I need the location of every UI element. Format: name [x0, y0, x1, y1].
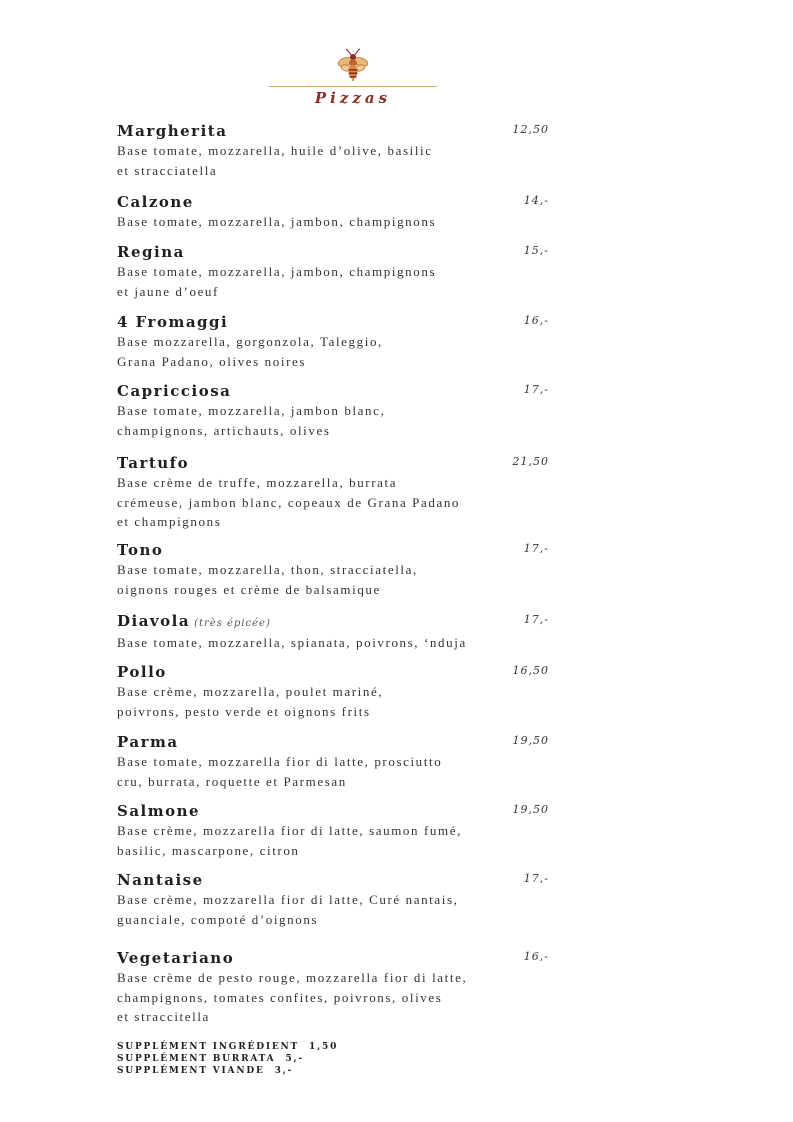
- pizza-description-line: et jaune d’oeuf: [117, 283, 219, 299]
- pizza-description-line: Base tomate, mozzarella, thon, stracciatella,: [117, 562, 418, 577]
- menu-item: [117, 122, 549, 180]
- section-title: Pizzas: [314, 89, 392, 107]
- supplements-list: [117, 1041, 338, 1077]
- pizza-name: [117, 382, 549, 401]
- pizza-description-line: Base tomate, mozzarella fior di latte, prosciutto: [117, 754, 443, 769]
- pizza-description-line: Base crème, mozzarella fior di latte, saumon fumé,: [117, 823, 462, 838]
- supplement-label: SUPPLÉMENT VIANDE: [117, 1066, 265, 1076]
- pizza-description-line: guanciale, compoté d’oignons: [117, 911, 319, 927]
- pizza-price: 19,50: [512, 734, 549, 747]
- pizza-price: 12,50: [512, 123, 549, 136]
- pizza-name: [117, 663, 549, 682]
- pizza-name: [117, 733, 549, 752]
- menu-item: [117, 663, 549, 721]
- supplement-row: [117, 1065, 338, 1077]
- pizza-description-line: poivrons, pesto verde et oignons frits: [117, 703, 371, 719]
- pizza-description-line: et stracciatella: [117, 162, 218, 178]
- menu-item: [117, 541, 549, 599]
- pizza-description-line: Grana Padano, olives noires: [117, 353, 307, 369]
- pizza-description-line: oignons rouges et crème de balsamique: [117, 581, 381, 597]
- pizza-name-text: Nantaise: [117, 871, 204, 889]
- pizza-price: 14,-: [523, 194, 549, 207]
- menu-item: [117, 382, 549, 440]
- pizza-name-text: Pollo: [117, 663, 167, 681]
- pizza-description-line: Base mozzarella, gorgonzola, Taleggio,: [117, 334, 383, 349]
- pizza-description-line: Base tomate, mozzarella, huile d’olive, basilic: [117, 143, 433, 158]
- pizza-description-line: Base tomate, mozzarella, spianata, poivrons, ‘nduja: [117, 635, 467, 650]
- supplement-row: [117, 1041, 338, 1053]
- pizza-price: 17,-: [523, 872, 549, 885]
- pizza-description-line: basilic, mascarpone, citron: [117, 842, 300, 858]
- menu-item: [117, 733, 549, 791]
- pizza-name-text: 4 Fromaggi: [117, 313, 229, 331]
- pizza-name-text: Salmone: [117, 802, 201, 820]
- pizza-description-line: cru, burrata, roquette et Parmesan: [117, 773, 347, 789]
- pizza-name-text: Vegetariano: [117, 949, 235, 967]
- pizza-name: [117, 243, 549, 262]
- menu-item: [117, 193, 549, 232]
- pizza-price: 15,-: [523, 244, 549, 257]
- pizza-description-line: et straccitella: [117, 1009, 210, 1024]
- pizza-name: [117, 313, 549, 332]
- bee-logo-icon: [337, 47, 369, 83]
- pizza-price: 19,50: [512, 803, 549, 816]
- pizza-description-line: Base tomate, mozzarella, jambon, champignons: [117, 264, 437, 279]
- menu-item: [117, 313, 549, 371]
- menu-item: [117, 612, 549, 653]
- pizza-price: 21,50: [512, 455, 549, 468]
- pizza-name: [117, 949, 549, 968]
- pizza-name: [117, 541, 549, 560]
- pizza-name-text: Margherita: [117, 122, 228, 140]
- pizza-description-line: et champignons: [117, 514, 222, 529]
- pizza-price: 16,-: [523, 314, 549, 327]
- pizza-description-line: champignons, artichauts, olives: [117, 422, 331, 438]
- pizza-description-line: Base tomate, mozzarella, jambon blanc,: [117, 403, 386, 418]
- pizza-name: [117, 871, 549, 890]
- supplement-price: 5,-: [285, 1054, 304, 1064]
- pizza-name-text: Parma: [117, 733, 179, 751]
- pizza-name-text: Tartufo: [117, 454, 190, 472]
- menu-item: [117, 949, 549, 1027]
- pizza-description-line: crémeuse, jambon blanc, copeaux de Grana Padano: [117, 494, 461, 510]
- header-divider: [269, 86, 437, 87]
- pizza-price: 17,-: [523, 383, 549, 396]
- pizza-name-text: Diavola: [117, 612, 191, 630]
- pizza-name-text: Capricciosa: [117, 382, 232, 400]
- supplement-label: SUPPLÉMENT INGRÉDIENT: [117, 1042, 300, 1052]
- pizza-description-line: Base crème de truffe, mozzarella, burrata: [117, 475, 398, 490]
- pizza-name: [117, 193, 549, 212]
- menu-item: [117, 871, 549, 929]
- supplement-price: 3,-: [274, 1066, 294, 1076]
- pizza-description-line: Base crème, mozzarella fior di latte, Curé nantais,: [117, 892, 459, 907]
- supplement-row: [117, 1053, 338, 1065]
- pizza-name: [117, 612, 549, 633]
- supplement-label: SUPPLÉMENT BURRATA: [117, 1054, 276, 1064]
- pizza-name: [117, 122, 549, 141]
- menu-item: [117, 802, 549, 860]
- pizza-name-text: Regina: [117, 243, 185, 261]
- pizza-price: 17,-: [523, 613, 549, 626]
- supplement-price: 1,50: [309, 1042, 339, 1052]
- pizza-name-text: Tono: [117, 541, 164, 559]
- menu-item: [117, 243, 549, 301]
- pizza-description-line: Base tomate, mozzarella, jambon, champignons: [117, 214, 437, 229]
- menu-item: [117, 454, 549, 532]
- pizza-price: 16,50: [512, 664, 549, 677]
- pizza-price: 17,-: [523, 542, 549, 555]
- pizza-name: [117, 802, 549, 821]
- pizza-note: (très épicée): [194, 618, 271, 629]
- pizza-description-line: Base crème, mozzarella, poulet mariné,: [117, 684, 384, 699]
- pizza-name-text: Calzone: [117, 193, 194, 211]
- pizza-description-line: Base crème de pesto rouge, mozzarella fior di latte,: [117, 970, 468, 985]
- pizza-description-line: champignons, tomates confites, poivrons, olives: [117, 989, 443, 1005]
- pizza-price: 16,-: [523, 950, 549, 963]
- pizza-name: [117, 454, 549, 473]
